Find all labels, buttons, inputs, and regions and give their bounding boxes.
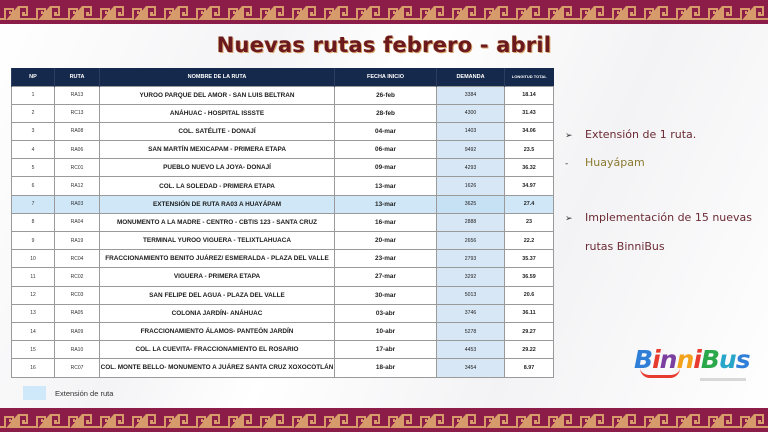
legend-label: Extensión de ruta (55, 388, 114, 398)
logo-letter: B (634, 345, 653, 374)
table-row (12, 232, 554, 250)
arrow-bullet-icon: ➢ (565, 131, 573, 141)
cell-longitud: 36.59 (505, 268, 554, 286)
top-greca-border (0, 0, 768, 24)
cell-fecha: 18-abr (335, 359, 437, 377)
cell-fecha: 26-feb (335, 86, 437, 104)
cell-nombre: MONUMENTO A LA MADRE - CENTRO - CBTIS 123 - SANTA CRUZ (100, 213, 335, 231)
cell-fecha: 09-mar (335, 159, 437, 177)
cell-nombre: COLONIA JARDÍN- ANÁHUAC (100, 304, 335, 322)
cell-fecha: 04-mar (335, 122, 437, 140)
bullet-text: Huayápam (585, 156, 645, 169)
cell-nombre: YUROO PARQUE DEL AMOR - SAN LUIS BELTRAN (100, 86, 335, 104)
cell-longitud: 8.97 (505, 359, 554, 377)
cell-nombre: SAN FELIPE DEL AGUA - PLAZA DEL VALLE (100, 286, 335, 304)
cell-longitud: 20.6 (505, 286, 554, 304)
logo-letter: i (652, 345, 660, 374)
logo-subtitle (700, 378, 746, 381)
cell-demanda: 4453 (437, 341, 505, 359)
cell-np: 14 (12, 322, 55, 340)
table-body (12, 86, 554, 377)
cell-ruta: RA13 (55, 86, 100, 104)
cell-ruta: RA08 (55, 122, 100, 140)
cell-ruta: RA04 (55, 213, 100, 231)
cell-np: 1 (12, 86, 55, 104)
cell-demanda: 2793 (437, 250, 505, 268)
cell-longitud: 31.43 (505, 104, 554, 122)
table-header-row (12, 68, 554, 86)
header-fecha: FECHA INICIO (335, 68, 437, 86)
cell-ruta: RC13 (55, 104, 100, 122)
cell-fecha: 03-abr (335, 304, 437, 322)
cell-np: 5 (12, 159, 55, 177)
cell-ruta: RC01 (55, 159, 100, 177)
legend (23, 386, 113, 400)
cell-ruta: RA12 (55, 177, 100, 195)
cell-np: 13 (12, 304, 55, 322)
cell-longitud: 35.37 (505, 250, 554, 268)
bullet-implementation (565, 211, 752, 224)
cell-demanda: 2656 (437, 232, 505, 250)
cell-fecha: 27-mar (335, 268, 437, 286)
greca-pattern-icon (0, 408, 768, 432)
cell-np: 3 (12, 122, 55, 140)
logo-smile-icon (640, 368, 680, 378)
cell-demanda: 3292 (437, 268, 505, 286)
table-row (12, 341, 554, 359)
cell-np: 7 (12, 195, 55, 213)
cell-longitud: 23.5 (505, 141, 554, 159)
cell-np: 6 (12, 177, 55, 195)
cell-nombre: PUEBLO NUEVO LA JOYA- DONAJÍ (100, 159, 335, 177)
cell-demanda: 3454 (437, 359, 505, 377)
cell-demanda: 4293 (437, 159, 505, 177)
cell-np: 8 (12, 213, 55, 231)
cell-nombre: TERMINAL YUROO VIGUERA - TELIXTLAHUACA (100, 232, 335, 250)
cell-fecha: 20-mar (335, 232, 437, 250)
cell-np: 10 (12, 250, 55, 268)
cell-np: 16 (12, 359, 55, 377)
legend-swatch (23, 386, 46, 400)
bottom-greca-border (0, 408, 768, 432)
table-row (12, 104, 554, 122)
cell-longitud: 29.22 (505, 341, 554, 359)
table-row (12, 213, 554, 231)
table-row (12, 304, 554, 322)
logo-letter: n (676, 345, 694, 374)
bullet-text: rutas BinniBus (585, 240, 665, 253)
bullet-huayapam (565, 156, 645, 169)
cell-ruta: RA19 (55, 232, 100, 250)
cell-ruta: RA03 (55, 195, 100, 213)
cell-ruta: RA06 (55, 141, 100, 159)
cell-demanda: 4300 (437, 104, 505, 122)
table-row (12, 195, 554, 213)
cell-nombre: COL. LA SOLEDAD - PRIMERA ETAPA (100, 177, 335, 195)
cell-nombre: COL. SATÉLITE - DONAJÍ (100, 122, 335, 140)
table-row (12, 322, 554, 340)
cell-longitud: 36.32 (505, 159, 554, 177)
routes-table (11, 68, 554, 378)
cell-fecha: 13-mar (335, 177, 437, 195)
cell-demanda: 3625 (437, 195, 505, 213)
cell-demanda: 3384 (437, 86, 505, 104)
cell-longitud: 18.14 (505, 86, 554, 104)
header-demanda: DEMANDA (437, 68, 505, 86)
cell-fecha: 10-abr (335, 322, 437, 340)
table-row (12, 286, 554, 304)
cell-demanda: 3746 (437, 304, 505, 322)
cell-nombre: ANÁHUAC - HOSPITAL ISSSTE (100, 104, 335, 122)
cell-demanda: 2888 (437, 213, 505, 231)
table-row (12, 122, 554, 140)
cell-longitud: 34.06 (505, 122, 554, 140)
cell-fecha: 13-mar (335, 195, 437, 213)
cell-fecha: 28-feb (335, 104, 437, 122)
arrow-bullet-icon: ➢ (565, 214, 573, 224)
cell-np: 4 (12, 141, 55, 159)
cell-fecha: 16-mar (335, 213, 437, 231)
bullet-text: Implementación de 15 nuevas (585, 211, 753, 224)
cell-fecha: 17-abr (335, 341, 437, 359)
cell-nombre: EXTENSIÓN DE RUTA RA03 A HUAYÁPAM (100, 195, 335, 213)
table-row (12, 159, 554, 177)
cell-fecha: 06-mar (335, 141, 437, 159)
routes-table-container (11, 68, 553, 378)
cell-ruta: RC03 (55, 286, 100, 304)
cell-fecha: 30-mar (335, 286, 437, 304)
logo-letter: s (735, 345, 750, 374)
cell-ruta: RA10 (55, 341, 100, 359)
table-row (12, 250, 554, 268)
bullet-implementation-cont (565, 240, 665, 253)
cell-ruta: RC07 (55, 359, 100, 377)
dash-bullet-icon: - (565, 159, 569, 169)
cell-nombre: FRACCIONAMIENTO ÁLAMOS- PANTEÓN JARDÍN (100, 322, 335, 340)
cell-demanda: 1626 (437, 177, 505, 195)
logo-letter: u (718, 345, 736, 374)
cell-demanda: 9492 (437, 141, 505, 159)
cell-ruta: RC02 (55, 268, 100, 286)
cell-np: 15 (12, 341, 55, 359)
table-row (12, 141, 554, 159)
cell-ruta: RA09 (55, 322, 100, 340)
cell-fecha: 23-mar (335, 250, 437, 268)
bullet-text: Extensión de 1 ruta. (585, 128, 697, 141)
header-ruta: RUTA (55, 68, 100, 86)
cell-longitud: 23 (505, 213, 554, 231)
table-row (12, 177, 554, 195)
cell-nombre: COL. MONTE BELLO- MONUMENTO A JUÁREZ SANTA CRUZ XOXOCOTLÁN (100, 359, 335, 377)
cell-np: 11 (12, 268, 55, 286)
table-row (12, 86, 554, 104)
cell-longitud: 36.11 (505, 304, 554, 322)
cell-longitud: 34.97 (505, 177, 554, 195)
cell-nombre: COL. LA CUEVITA- FRACCIONAMIENTO EL ROSARIO (100, 341, 335, 359)
bullet-extension (565, 128, 696, 141)
cell-longitud: 29.27 (505, 322, 554, 340)
cell-np: 12 (12, 286, 55, 304)
cell-nombre: FRACCIONAMIENTO BENITO JUÁREZ/ ESMERALDA - PLAZA DEL VALLE (100, 250, 335, 268)
logo-letter: n (659, 345, 677, 374)
cell-longitud: 22.2 (505, 232, 554, 250)
logo-letter: B (700, 345, 719, 374)
header-longitud: LONGITUD TOTAL (505, 68, 554, 86)
cell-longitud: 27.4 (505, 195, 554, 213)
header-nombre: NOMBRE DE LA RUTA (100, 68, 335, 86)
page-title: Nuevas rutas febrero - abril (216, 33, 552, 57)
greca-pattern-icon (0, 0, 768, 24)
table-row (12, 359, 554, 377)
cell-demanda: 5013 (437, 286, 505, 304)
cell-nombre: VIGUERA - PRIMERA ETAPA (100, 268, 335, 286)
header-np: NP (12, 68, 55, 86)
cell-ruta: RC04 (55, 250, 100, 268)
table-row (12, 268, 554, 286)
cell-demanda: 5278 (437, 322, 505, 340)
cell-demanda: 1403 (437, 122, 505, 140)
cell-ruta: RA05 (55, 304, 100, 322)
cell-nombre: SAN MARTÍN MEXICAPAM - PRIMERA ETAPA (100, 141, 335, 159)
cell-np: 2 (12, 104, 55, 122)
cell-np: 9 (12, 232, 55, 250)
logo-letter: i (693, 345, 701, 374)
